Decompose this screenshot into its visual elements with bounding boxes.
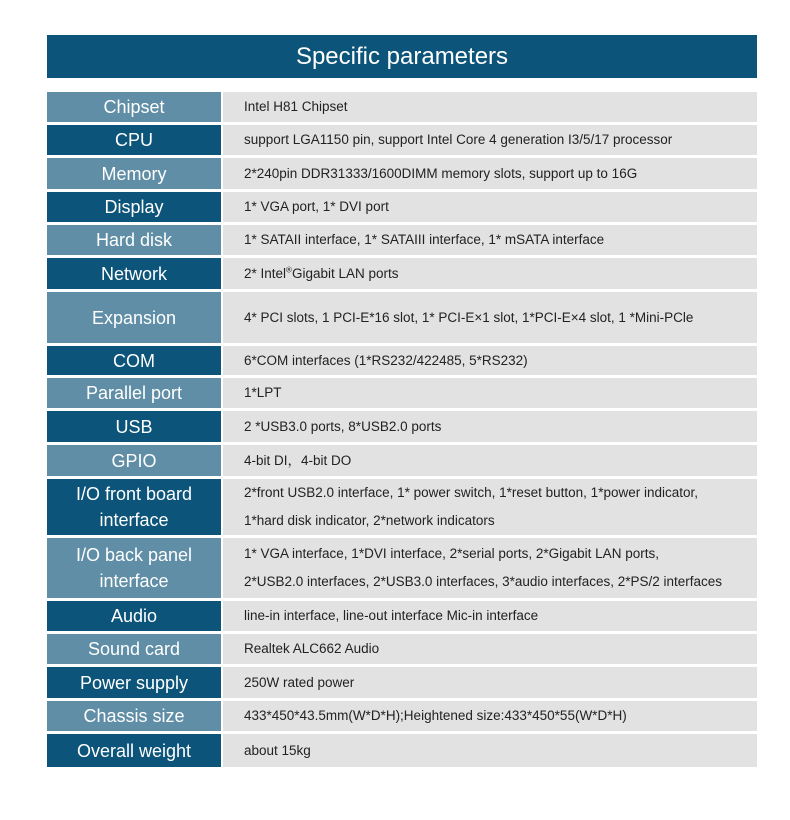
- network-value-post: Gigabit LAN ports: [291, 265, 399, 281]
- spec-value: 6*COM interfaces (1*RS232/422485, 5*RS232): [223, 346, 757, 375]
- spec-label: Overall weight: [47, 734, 221, 767]
- spec-row-overall-weight: [47, 734, 757, 767]
- spec-value: [223, 538, 757, 598]
- spec-row-network: [47, 258, 757, 289]
- spec-value-line: 1*hard disk indicator, 2*network indicators: [244, 513, 495, 528]
- spec-value: Realtek ALC662 Audio: [223, 634, 757, 664]
- spec-value: [223, 258, 757, 289]
- spec-label: Power supply: [47, 667, 221, 698]
- spec-row-hard-disk: [47, 225, 757, 255]
- spec-value: [223, 479, 757, 535]
- spec-label: Expansion: [47, 292, 221, 343]
- spec-value: line-in interface, line-out interface Mic-in interface: [223, 601, 757, 631]
- spec-label: [47, 479, 221, 535]
- spec-value: 4* PCI slots, 1 PCI-E*16 slot, 1* PCI-E×1 slot, 1*PCI-E×4 slot, 1 *Mini-PCle: [223, 292, 757, 343]
- spec-label-line: I/O back panel: [75, 545, 193, 565]
- spec-label: Display: [47, 192, 221, 222]
- spec-label: Chassis size: [47, 701, 221, 731]
- spec-value: 250W rated power: [223, 667, 757, 698]
- spec-value: 433*450*43.5mm(W*D*H);Heightened size:433*450*55(W*D*H): [223, 701, 757, 731]
- spec-value: Intel H81 Chipset: [223, 92, 757, 122]
- page-title: Specific parameters: [47, 35, 757, 78]
- spec-value: 1* SATAII interface, 1* SATAIII interface, 1* mSATA interface: [223, 225, 757, 255]
- spec-row-parallel-port: [47, 378, 757, 408]
- spec-value-line: 1* VGA interface, 1*DVI interface, 2*serial ports, 2*Gigabit LAN ports,: [244, 546, 659, 561]
- spec-label: [47, 538, 221, 598]
- network-value-line: [244, 260, 757, 288]
- registered-mark: ®: [286, 265, 292, 274]
- spec-row-com: [47, 346, 757, 375]
- spec-label: Memory: [47, 158, 221, 189]
- spec-label: Audio: [47, 601, 221, 631]
- spec-value: about 15kg: [223, 734, 757, 767]
- spec-row-audio: [47, 601, 757, 631]
- spec-row-usb: [47, 411, 757, 442]
- spec-row-memory: [47, 158, 757, 189]
- spec-label: Network: [47, 258, 221, 289]
- spec-row-sound-card: [47, 634, 757, 664]
- spec-row-cpu: [47, 125, 757, 155]
- spec-label: COM: [47, 346, 221, 375]
- spec-row-display: [47, 192, 757, 222]
- spec-row-expansion: [47, 292, 757, 343]
- spec-value: 4-bit DI，4-bit DO: [223, 445, 757, 476]
- spec-value: support LGA1150 pin, support Intel Core 4 generation I3/5/17 processor: [223, 125, 757, 155]
- spec-value-line: 2*front USB2.0 interface, 1* power switch, 1*reset button, 1*power indicator,: [244, 485, 698, 500]
- spec-label: CPU: [47, 125, 221, 155]
- spec-row-gpio: [47, 445, 757, 476]
- spec-label: GPIO: [47, 445, 221, 476]
- spec-value: 1*LPT: [223, 378, 757, 408]
- spec-label: USB: [47, 411, 221, 442]
- spec-label-line: interface: [99, 510, 169, 530]
- spec-table: [47, 92, 757, 770]
- spec-value: 2 *USB3.0 ports, 8*USB2.0 ports: [223, 411, 757, 442]
- spec-label: Hard disk: [47, 225, 221, 255]
- spec-label: Parallel port: [47, 378, 221, 408]
- spec-label: Sound card: [47, 634, 221, 664]
- spec-value-line: 2*USB2.0 interfaces, 2*USB3.0 interfaces, 3*audio interfaces, 2*PS/2 interfaces: [244, 574, 723, 589]
- spec-value: 1* VGA port, 1* DVI port: [223, 192, 757, 222]
- spec-label: Chipset: [47, 92, 221, 122]
- spec-row-chassis-size: [47, 701, 757, 731]
- spec-label-line: I/O front board: [75, 484, 193, 504]
- network-value-pre: 2* Intel: [244, 265, 287, 281]
- spec-row-io-back-panel: [47, 538, 757, 598]
- spec-label-line: interface: [99, 571, 169, 591]
- spec-row-power-supply: [47, 667, 757, 698]
- spec-row-chipset: [47, 92, 757, 122]
- spec-row-io-front-board: [47, 479, 757, 535]
- spec-value: 2*240pin DDR31333/1600DIMM memory slots, support up to 16G: [223, 158, 757, 189]
